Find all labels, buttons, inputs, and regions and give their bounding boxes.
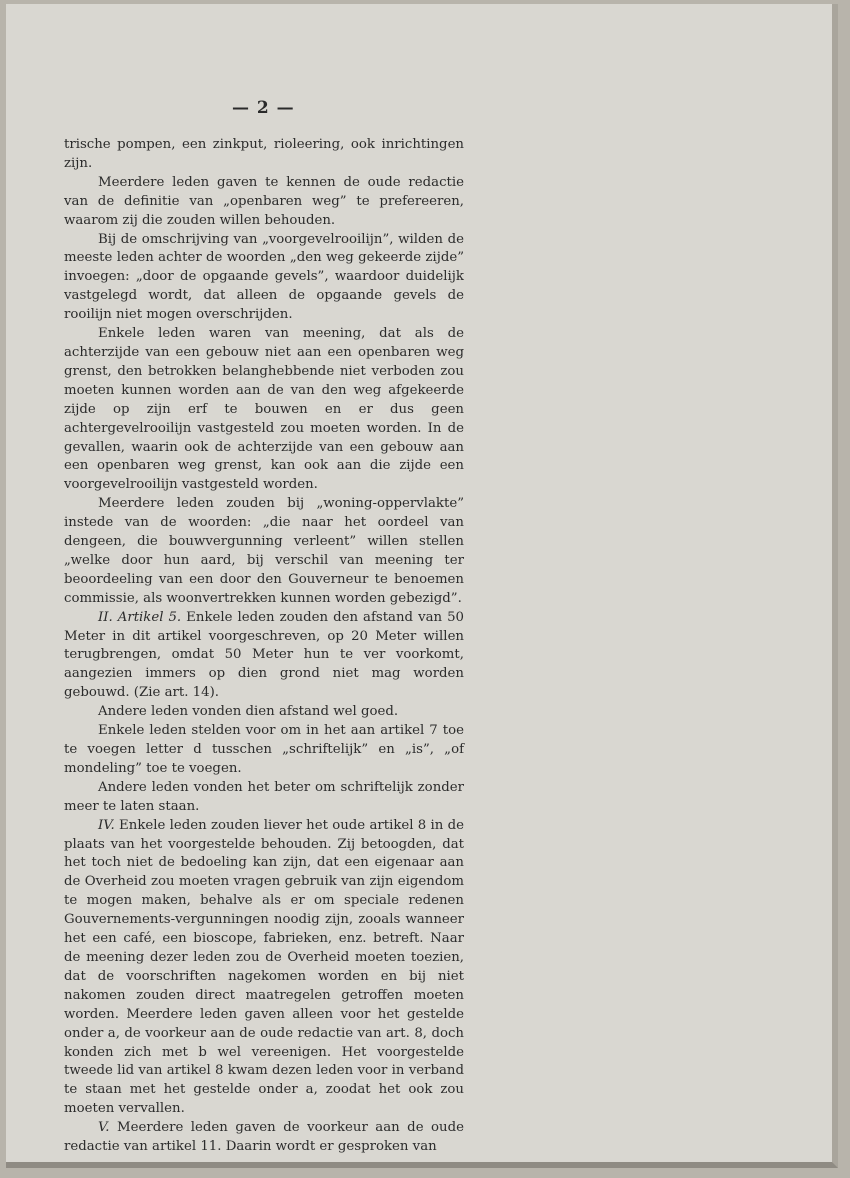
paragraph (64, 703, 464, 722)
paragraph-text: Meerdere leden gaven de voorkeur aan de oude redactie van artikel 11. Daarin wordt er gesproken van (64, 1120, 464, 1155)
paragraph (64, 722, 464, 779)
paragraph (64, 779, 464, 817)
paragraph-text: Andere leden vonden dien afstand wel goed. (98, 704, 399, 720)
paragraph-text: Enkele leden waren van meening, dat als de achterzijde van een gebouw niet aan een openbaren weg grenst, den betrokken belanghebbende niet verboden zou moeten kunnen worden aan de van den weg afgekeerde zijde op zijn erf te bouwen en er dus geen achtergevelrooilijn vastgesteld zou moeten worden. In de gevallen, waarin ook de achterzijde van een gebouw aan een openbaren weg grenst, kan ook aan die zijde een voorgevelrooilijn vastgesteld worden. (64, 326, 464, 493)
paragraph-text: Enkele leden zouden den afstand van 50 Meter in dit artikel voorgeschreven, op 20 Meter willen terugbrengen, omdat 50 Meter hun te ver voorkomt, aangezien immers op dien grond niet mag worden gebouwd. (Zie art. 14). (64, 609, 464, 701)
paragraph-text: trische pompen, een zinkput, rioleering, ook inrichtingen zijn. (64, 137, 464, 171)
paragraph-text: Enkele leden zouden liever het oude artikel 8 in de plaats van het voorgestelde behouden. Zij betoogden, dat het toch niet de bedoeling kan zijn, dat een eigenaar aan de Overheid zou moeten vragen gebruik van zijn eigendom te mogen maken, behalve als er om speciale redenen Gouvernements-vergunningen noodig zijn, zooals wanneer het een café, een bioscope, fabrieken, enz. betreft. Naar de meening dezer leden zou de Overheid moeten toezien, dat de voorschriften nagekomen worden en bij niet nakomen zouden direct maatregelen getroffen moeten worden. Meerdere leden gaven alleen voor het gestelde onder a, de voorkeur aan de oude redactie van art. 8, doch konden zich met b wel vereenigen. Het voorgestelde tweede lid van artikel 8 kwam dezen leden voor in verband te staan met het gestelde onder a, zoodat het ook zou moeten vervallen. (64, 817, 464, 1117)
paragraph-text: Bij de omschrijving van „voorgevelrooilijn”, wilden de meeste leden achter de woorden „den weg gekeerde zijde” invoegen: „door de opgaande gevels”, waardoor duidelijk vastgelegd wordt, dat alleen de opgaande gevels de rooilijn niet mogen overschrijden. (64, 231, 464, 323)
paragraph (64, 495, 464, 608)
paragraph-text: Meerdere leden gaven te kennen de oude redactie van de definitie van „openbaren weg” te prefereeren, waarom zij die zouden willen behouden. (64, 174, 464, 228)
paragraph (64, 325, 464, 495)
page-number: — 2 — (232, 98, 295, 118)
paragraph-text: Enkele leden stelden voor om in het aan artikel 7 toe te voegen letter d tusschen „schriftelijk” en „is”, „of mondeling” toe te voegen. (64, 723, 464, 776)
paragraph (64, 136, 464, 174)
section-label: IV. (98, 817, 115, 833)
paragraph (64, 174, 464, 231)
paragraph (64, 1119, 464, 1157)
section-label: II. Artikel 5. (98, 609, 182, 625)
paragraph (64, 609, 464, 704)
paragraph-text: Andere leden vonden het beter om schriftelijk zonder meer te laten staan. (64, 779, 464, 814)
section-label: V. (98, 1120, 110, 1136)
paragraph (64, 817, 464, 1120)
paragraph (64, 231, 464, 326)
body-text (64, 136, 464, 1157)
paragraph-text: Meerdere leden zouden bij „woning-oppervlakte” instede van de woorden: „die naar het oordeel van dengeen, die bouwvergunning verleent” willen stellen „welke door hun aard, bij verschil van meening ter beoordeeling van een door den Gouverneur te benoemen commissie, als woonvertrekken kunnen worden gebezigd”. (64, 496, 464, 606)
document-page (6, 4, 838, 1168)
